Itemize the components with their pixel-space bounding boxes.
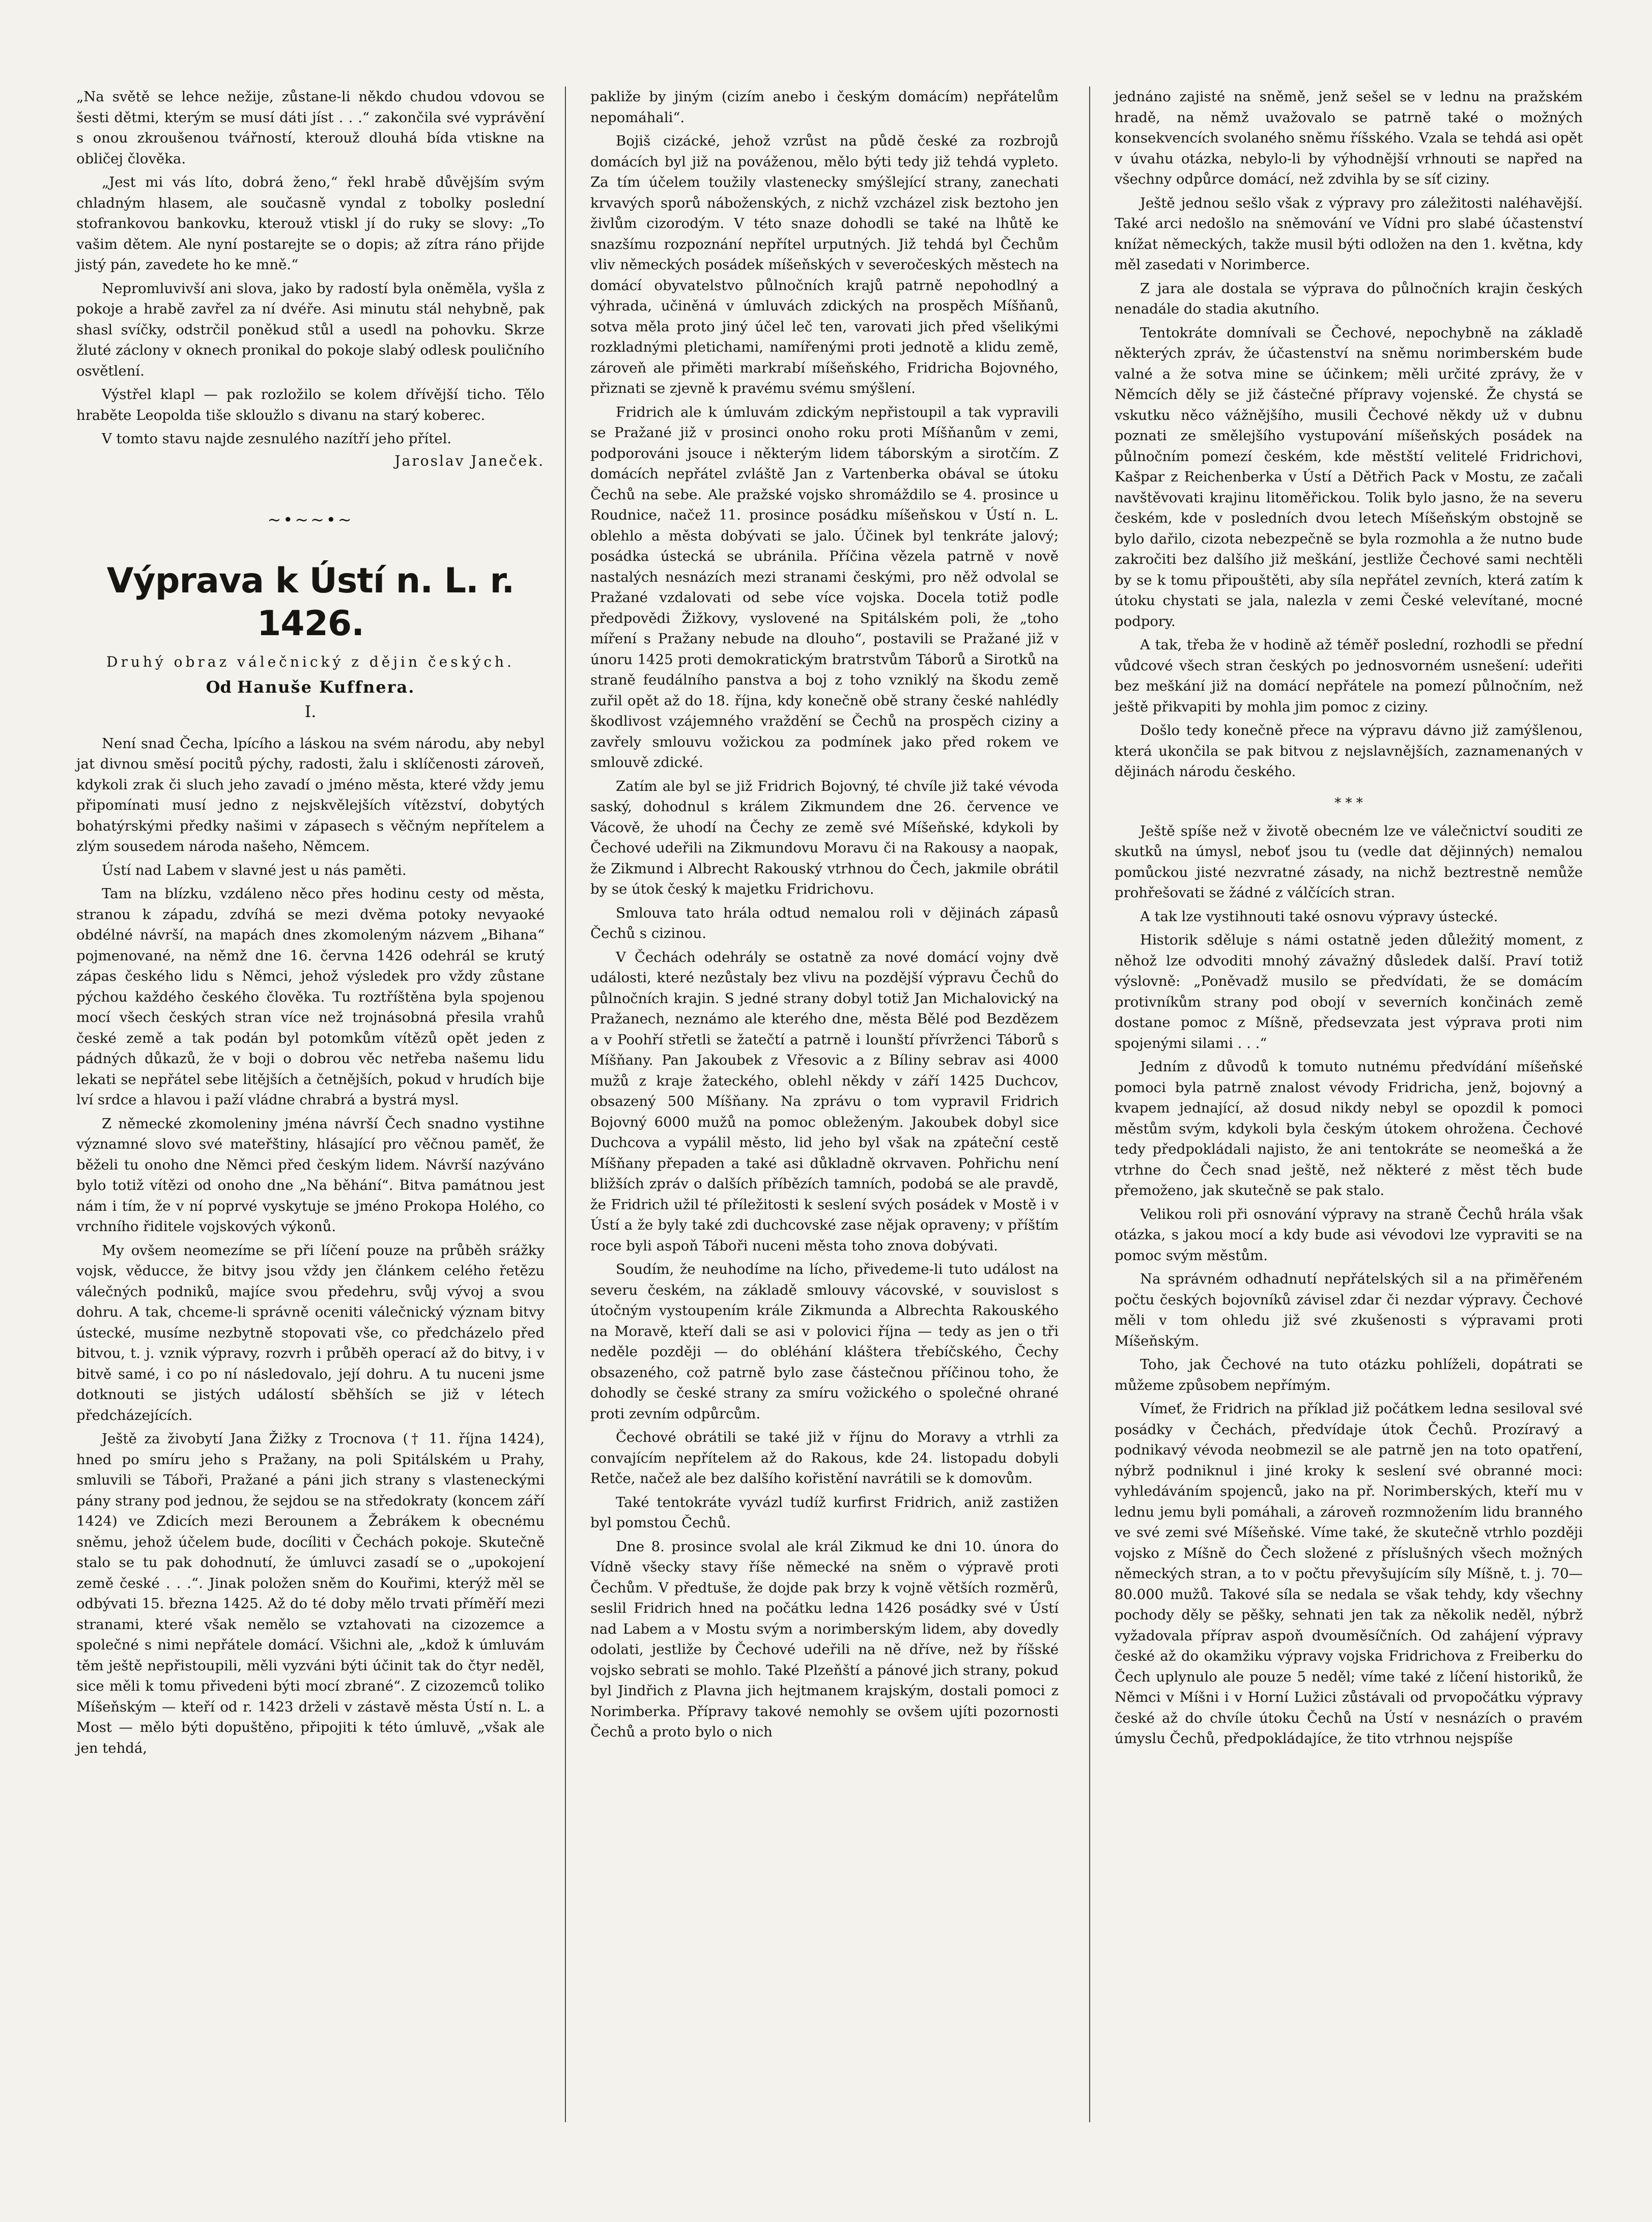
- article-subtitle: Druhý obraz válečnický z dějin českých.: [106, 653, 515, 670]
- article-paragraph: Velikou roli při osnování výpravy na straně Čechů hrála však otázka, s jakou mocí a kdy bude asi vévodovi lze vypraviti se na pomoc svým městům.: [1115, 1206, 1583, 1264]
- article-paragraph: A tak, třeba že v hodině až téměř poslední, rozhodli se přední vůdcové všech stran českých po jednosvorném usnešení: udeřiti bez meškání již na domácí nepřátele na pomezí půlnočním, než ještě přikvapiti by mohla jim pomoc z ciziny.: [1115, 637, 1583, 715]
- article-paragraph: Došlo tedy konečně přece na výpravu dávno již zamýšlenou, která ukončila se pak bitvou z nejslavnějších, zaznamenaných v dějinách národu českého.: [1115, 722, 1583, 780]
- article-paragraph: Také tentokráte vyvázl tudíž kurfirst Fridrich, aniž zastižen byl pomstou Čechů.: [590, 1494, 1059, 1531]
- story-paragraph-5: V tomto stavu najde zesnulého nazítří jeho přítel.: [102, 431, 452, 447]
- article-paragraph: Dne 8. prosince svolal ale král Zikmud ke dni 10. února do Vídně všecky stavy říše německé na sněm o výpravě proti Čechům. V předtuše, že dojde pak brzy k vojně větších rozměrů, seslil Fridrich hned na počátku ledna 1426 posádky své v Ústí nad Labem a v Mostu svým a norimberským lidem, aby dovedly odolati, jestliže by Čechové udeřili na ně dříve, než by říšské vojsko sebrati se mohlo. Také Plzeňští a pánové jich strany, pokud byl Jindřich z Plavna jich hejtmanem krajským, dostali pomoci z Norimberka. Přípravy takové nemohly se ovšem ujíti pozornosti Čechů a proto bylo o nich: [590, 1538, 1059, 1740]
- ornament-divider: ~•~~•~: [267, 509, 354, 529]
- article-paragraph: Z německé zkomoleniny jména návrší Čech snadno vystihne významné slovo své mateřštiny, hlásající pro věčnou paměť, že běželi tu onoho dne Němci před českým lidem. Návrší nazýváno bylo totiž vítězi od onoho dne „Na běhání“. Bitva památnou jest nám i tím, že v ní poprvé vyskytuje se jméno Prokopa Holého, co vrchního řiditele vojskových výkonů.: [76, 1115, 545, 1235]
- article-paragraph: Tam na blízku, vzdáleno něco přes hodinu cesty od města, stranou k západu, zdvíhá se mezi dvěma potoky nevyaoké obdélné návrší, na mapách dnes zkomoleným názvem „Bihana“ pojmenované, na němž dne 16. června 1426 odehrál se krutý zápas českého lidu s Němci, jehož výsledek pro vždy zůstane pýchou každého českého člověka. Tu roztříštěna byla spojenou mocí všech českých stran více než trojnásobná přesila vrahů české země a tak podán byl potomkům vítězů opět jeden z pádných důkazů, že v boji o dobrou věc netřeba našemu lidu lekati se nepřátel sebe litějších a četnějších, pokud v hrudích bije lví srdce a hlavou i paží vládne chrabrá a bystrá mysl.: [76, 886, 545, 1108]
- article-paragraph: Zatím ale byl se již Fridrich Bojovný, té chvíle již také vévoda saský, dohodnul s králem Zikmundem dne 26. července ve Vácově, že uhodí na Čechy ze země své Míšeňské, kdykoli by Čechové udeřili na Zikmundovu Moravu či na Rakousy a naopak, že Zikmund i Albrecht Rakouský vtrhnou do Čech, jakmile obrátil by se útok český k majetku Fridrichovu.: [590, 778, 1059, 897]
- column-rule-1: [565, 87, 566, 2122]
- article-paragraph: Vímeť, že Fridrich na příklad již počátkem ledna sesiloval své posádky v Čechách, předvídaje útok Čechů. Prozíravý a podnikavý vévoda neobmezil se ale patrně jen na toto opatření, nýbrž podniknul i jiné kroky k seslení své obranné moci: vyhledáváním spojenců, jako na př. Norimberských, kteří mu v lednu jemu byli pomáhali, a zároveň rozmnožením lidu branného ve své zemi své Míšeňské. Víme také, že skutečně vtrhlo později vojsko z Míšně do Čech složené z příslušných všech možných německých stran, a to v počtu převyšujícím síly Míšně, t. j. 70—80.000 mužů. Takové síla se nedala se však tehdy, kdy všechny pochody děly se pěšky, sehnati jen tak za několik neděl, nýbrž vyžadovala příprav aspoň dvouměsíčních. Od zahájení výpravy české až do okamžiku výpravy vojska Fridrichova z Freiberku do Čech uplynulo ale pouze 5 neděl; víme také z líčení historiků, že Němci v Míšni i v Horní Lužici zůstávali od prvopočátku výpravy české až do chvíle útoku Čechů na Ústí v nesnázích o pravém úmyslu Čechů, předpokládajíce, že tito vtrhnou nejspíše: [1115, 1401, 1583, 1747]
- article-paragraph: Jedním z důvodů k tomuto nutnému předvídání míšeňské pomoci byla patrně znalost vévody Fridricha, jenž, bojovný a kvapem jednající, až dosud nikdy nebyl se opozdil k pomoci městům svým, kdykoli byla českým útokem ohrožena. Čechové tedy předpokládali najisto, že ani tentokráte se neomešká a že vtrhne do Čech snad ještě, než některé z měst těch bude přemoženo, jak skutečně se pak stalo.: [1115, 1059, 1583, 1199]
- story-paragraph-1: „Na světě se lehce nežije, zůstane-li někdo chudou vdovou se šesti dětmi, kterým se musí dáti jíst . . .“ zakončila své vyprávění s onou zkroušenou tvářností, kterouž dlouhá bída vtiskne na obličej člověka.: [76, 89, 545, 167]
- column-2: [590, 87, 1059, 1746]
- column-3: [1115, 87, 1583, 1752]
- article-paragraph: Soudím, že neuhodíme na lícho, přivedeme-li tuto událost na severu českém, na základě smlouvy vácovské, v souvislost s útočným vystoupením krále Zikmunda a Albrechta Rakouského na Moravě, kteří dali se asi v polovici října — tedy as jen o tři neděle později — do obléhání kláštera třebíčského, Čechy obsazeného, což patrně bylo zase částečnou příčinou toho, že dohodly se české strany za smíru vožického o společné ohrané proti zevním odpůrcům.: [590, 1261, 1059, 1422]
- article-paragraph: Ještě spíše než v životě obecném lze ve válečnictví souditi ze skutků na úmysl, neboť jsou tu (vedle dat dějinných) nemalou pomůckou jisté nezvratné zásady, na nichž beztrestně nemůže prohřešovati se žádné z válčících stran.: [1115, 822, 1583, 901]
- article-paragraph: Toho, jak Čechové na tuto otázku pohlíželi, dopátrati se můžeme způsobem nepřímým.: [1115, 1356, 1583, 1393]
- article-paragraph: Čechové obrátili se také již v říjnu do Moravy a vtrhli za convajícím nepřítelem až do Rakous, kde 24. listopadu dobyli Retče, načež ale bez dalšího kořistění navrátili se k domovům.: [590, 1429, 1059, 1487]
- article-paragraph: Bojiš cizácké, jehož vzrůst na půdě české za rozbrojů domácích byl již na pováženou, mělo býti tedy již tehdá vypleto. Za tím účelem toužily vlastenecky smýšlející strany, zanechati krvavých sporů náboženských, z nichž vzcházel zisk beztoho jen živlům cizorodým. V této snaze dohodli se také na lhůtě ke snazšímu rozpoznání nepřítel urputných. Již tehdá byl Čechům vliv německých posádek míšeňských v severočeských městech na domácí obyvatelstvo půlnočních krajů patrně nepohodlný a výhrada, učiněná v úmluvách zdických na prospěch Míšňanů, sotva měla proto jiný účel leč ten, varovati jich před všelikými rozkladnými pletichami, namířenými proti jednotě a klidu země, zároveň ale přiměti markrabí míšeňského, Fridricha Bojovného, přiznati se zjevně k pravému svému smýšlení.: [590, 133, 1059, 396]
- article-paragraph: jednáno zajisté na sněmě, jenž sešel se v lednu na pražském hradě, na němž uvažovalo se patrně také o možných konsekvencích svolaného sněmu říšského. Vzala se tehdá asi opět v úvahu otázka, nebylo-li by výhodnější vrhnouti se napřed na všechny odpůrce domácí, než zdvihla by se síť ciziny.: [1115, 89, 1583, 187]
- article-paragraph: Z jara ale dostala se výprava do půlnočních krajin českých nenadále do stadia akutního.: [1115, 280, 1583, 317]
- article-paragraph: Není snad Čecha, lpícího a láskou na svém národu, aby nebyl jat divnou směsí pocitů pýchy, radosti, žalu i sklíčenosti zároveň, kdykoli zrak či sluch jeho zavadí o jméno města, které vždy jemu připomínati musí jedno z nejskvělejších vítězství, dobytých bohatýrskými předky našimi v zápasech s věčným nepřítelem a zlým sousedem národa našeho, Němcem.: [76, 735, 545, 854]
- story-paragraph-2: „Jest mi vás líto, dobrá ženo,“ řekl hrabě důvějším svým chladným hlasem, ale současně vyndal z tobolky poslední stofrankovou bankovku, kterouž vtiskl jí do ruky se slovy: „To vašim dětem. Ale nyní postarejte se o dopis; až zítra ráno přijde jistý pán, zavedete ho ke mně.“: [76, 174, 545, 273]
- article-paragraph: pakliže by jiným (cizím anebo i českým domácím) nepřátelům nepomáhali“.: [590, 89, 1059, 126]
- article-paragraph: Ústí nad Labem v slavné jest u nás paměti.: [102, 862, 407, 878]
- newspaper-page: [76, 87, 1583, 2173]
- article-paragraph: Ještě za živobytí Jana Žižky z Trocnova († 11. října 1424), hned po smíru jeho s Pražany, na poli Spitálském u Prahy, smluvili se Táboři, Pražané a páni jich strany s vlasteneckými pány strany pod jednou, že sejdou se na středokraty (koncem září 1424) ve Zdicích mezi Berounem a Žebrákem k obecnému sněmu, jehož účelem bude, docíliti v Čechách pokoje. Skutečně stalo se tu pak dohodnutí, že úmluvci zasadí se o „upokojení země české . . .“. Jinak položen sněm do Kouřimi, kterýž měl se odbývati 15. března 1425. Až do té doby mělo trvati příměří mezi stranami, které však nemělo se vztahovati na cizozemce a společné s nimi nepřátele domácí. Všichni ale, „kdož k úmluvám těm ještě nepřistoupili, měli vyzváni býti účinit tak do čtyr neděl, sice měli k tomu přivedeni býti mocí zbrané“. Z cizozemců toliko Míšeňským — kteří od r. 1423 drželi v zástavě města Ústí n. L. a Most — mělo býti dopuštěno, připojiti k této úmluvě, „však ale jen tehdá,: [76, 1431, 545, 1756]
- column-rule-2: [1089, 87, 1090, 2122]
- article-paragraph: My ovšem neomezíme se při líčení pouze na průběh srážky vojsk, věducce, že bitvy jsou vždy jen článkem celého řetězu válečných podniků, majíce svou předehru, svůj vývoj a svou dohru. A tak, chceme-li správně oceniti válečnický význam bitvy ústecké, musíme nezbytně stopovati vše, co předcházelo před bitvou, t. j. vznik výpravy, rozvrh i průběh operací až do bitvy, i v bitvě samé, i co po ní následovalo, její dohru. A tu nuceni jsme dotknouti se jistých událostí sběhších se již v létech předcházejících.: [76, 1242, 545, 1423]
- article-paragraph: Smlouva tato hrála odtud nemalou roli v dějinách zápasů Čechů s cizinou.: [590, 904, 1059, 942]
- article-paragraph: Na správném odhadnutí nepřátelských sil a na přiměřeném počtu českých bojovníků závisel zdar či nezdar výpravy. Čechové měli v tom ohledu již své zkušenosti s výpravami proti Míšeňským.: [1115, 1271, 1583, 1349]
- article-paragraph: Historik sděluje s námi ostatně jeden důležitý moment, z něhož lze odvoditi mnohý závažný důsledek další. Praví totiž výslovně: „Poněvadž musilo se předvídati, že se domácím protivníkům strany pod obojí v severních končinách země dostane pomoc z Míšně, předsevzata jest výprava proti nim spojenými silami . . .“: [1115, 932, 1583, 1051]
- column-1: [76, 87, 545, 1761]
- article-paragraph: Tentokráte domnívali se Čechové, nepochybně na základě některých zpráv, že účastenství na sněmu norimberském bude valné a že sotva mine se účinkem; měli určité zprávy, že v Němcích děly se již částečné přípravy vojenské. Že chystá se vskutku něco vážnějšího, musili Čechové někdy už v dubnu poznati ze smělejšího vystupování míšeňských posádek na půlnočním pomezí českém, kde městští velitelé Fridrichovi, Kašpar z Reichenberka v Ústí a Dětřich Pack v Mostu, ze začali navštěvovati krajinu litoměřickou. Tolik bylo jasno, že na severu českém, kde v posledních dvou letech Míšeňským obstojně se bylo dařilo, cizota nebezpečně se byla rozmohla a že nutno bude zakročiti bez dalšího již meškání, jestliže Čechové sami nechtěli by se k tomu připouštěti, aby síla nepřátel zevních, která zatím k útoku chystati se jala, nalezla v zemi České velevítané, mocné podpory.: [1115, 324, 1583, 630]
- section-number: I.: [304, 701, 317, 721]
- article-paragraph: Fridrich ale k úmluvám zdickým nepřistoupil a tak vypravili se Pražané již v prosinci onoho roku proti Míšňanům v zemi, podporováni jsouce i některým lidem táborským a sirotčím. Z domácích nepřátel zvláště Jan z Vartenberka obával se útoku Čechů na sebe. Ale pražské vojsko shromáždilo se 4. prosince u Roudnice, načež 11. prosince posádku míšeňskou v Ústí n. L. oblehlo a města dobývati se jalo. Účinek byl tenkráte jalový; posádka ústecká se ubránila. Příčina vězela patrně v nově nastalých nesnázích mezi stranami českými, pro něž odvolal se Pražané vzdalovati od sebe více vojska. Docela totiž podle předpovědi Žižkovy, vyslovené na Spitálském poli, že „toho míření s Pražany nebude na dlouho“, postavili se Pražané již v únoru 1425 proti demokratickým bratrstvům Táborů a Sirotků na straně feudálního panstva a boj z toho vzniklý na škodu země zuřil opět až do 18. října, kdy konečně obě strany české nahlédly škodlivost vzájemného vraždění se Čechů na prospěch ciziny a zavřely smlouvu vožickou za podmínek jako před rokem ve smlouvě zdické.: [590, 404, 1059, 771]
- story-signature: Jaroslav Janeček.: [394, 452, 545, 469]
- article-title: Výprava k Ústí n. L. r. 1426.: [106, 560, 515, 644]
- author-prefix: Od: [206, 677, 232, 697]
- story-end: [76, 87, 545, 469]
- story-paragraph-4: Výstřel klapl — pak rozložilo se kolem dřívější ticho. Tělo hraběte Leopolda tiše skloužlo s divanu na starý koberec.: [76, 386, 545, 423]
- section-divider: * * *: [1334, 795, 1363, 811]
- story-paragraph-3: Nepromluvivší ani slova, jako by radostí byla oněměla, vyšla z pokoje a hrabě zavřel za ní dvéře. Asi minutu stál nehybně, pak shasl svíčky, odstrčil poněkud stůl a usedl na pohovku. Skrze žluté záclony v oknech pronikal do pokoje slabý odlesk pouličního osvětlení.: [76, 280, 545, 379]
- article-paragraph: A tak lze vystihnouti také osnovu výpravy ústecké.: [1140, 908, 1498, 925]
- author-name: Hanuše Kuffnera.: [237, 677, 415, 697]
- article-paragraph: Ještě jednou sešlo však z výpravy pro záležitosti naléhavější. Také arci nedošlo na sněmování ve Vídni pro slabé účastenství knížat německých, takže musil býti odložen na den 1. května, kdy měl zasedati v Norimberce.: [1115, 194, 1583, 273]
- article-paragraph: V Čechách odehrály se ostatně za nové domácí vojny dvě události, které nezůstaly bez vlivu na pozdější výpravu Čechů do půlnočních krajin. S jedné strany dobyl totiž Jan Michalovický na Pražanech, neznámo ale kterého dne, města Bělé pod Bezdězem a v Poohří střetli se žatečtí a patrně i lounští přívrženci Táborů s Míšňany. Pan Jakoubek z Vřesovic a z Bíliny sebrav asi 4000 mužů z kraje žateckého, oblehl někdy v září 1425 Duchcov, obsazený 500 Míšňany. Na zprávu o tom vypravil Fridrich Bojovný 6000 mužů na pomoc obleženým. Jakoubek dobyl sice Duchcova a vypálil město, lid jeho byl však na zpáteční cestě Míšňany přepaden a také asi důkladně okrvaven. Pohřichu není bližších zpráv o dalších příbězích tamních, podobá se ale pravdě, že Fridrich užil té příležitosti k seslení svých posádek v Mostě i v Ústí a že byly také zdi duchcovské zase nějak opraveny; v příštím roce byli aspoň Táboři nuceni města toho znova dobývati.: [590, 949, 1059, 1254]
- article-author: [76, 677, 545, 697]
